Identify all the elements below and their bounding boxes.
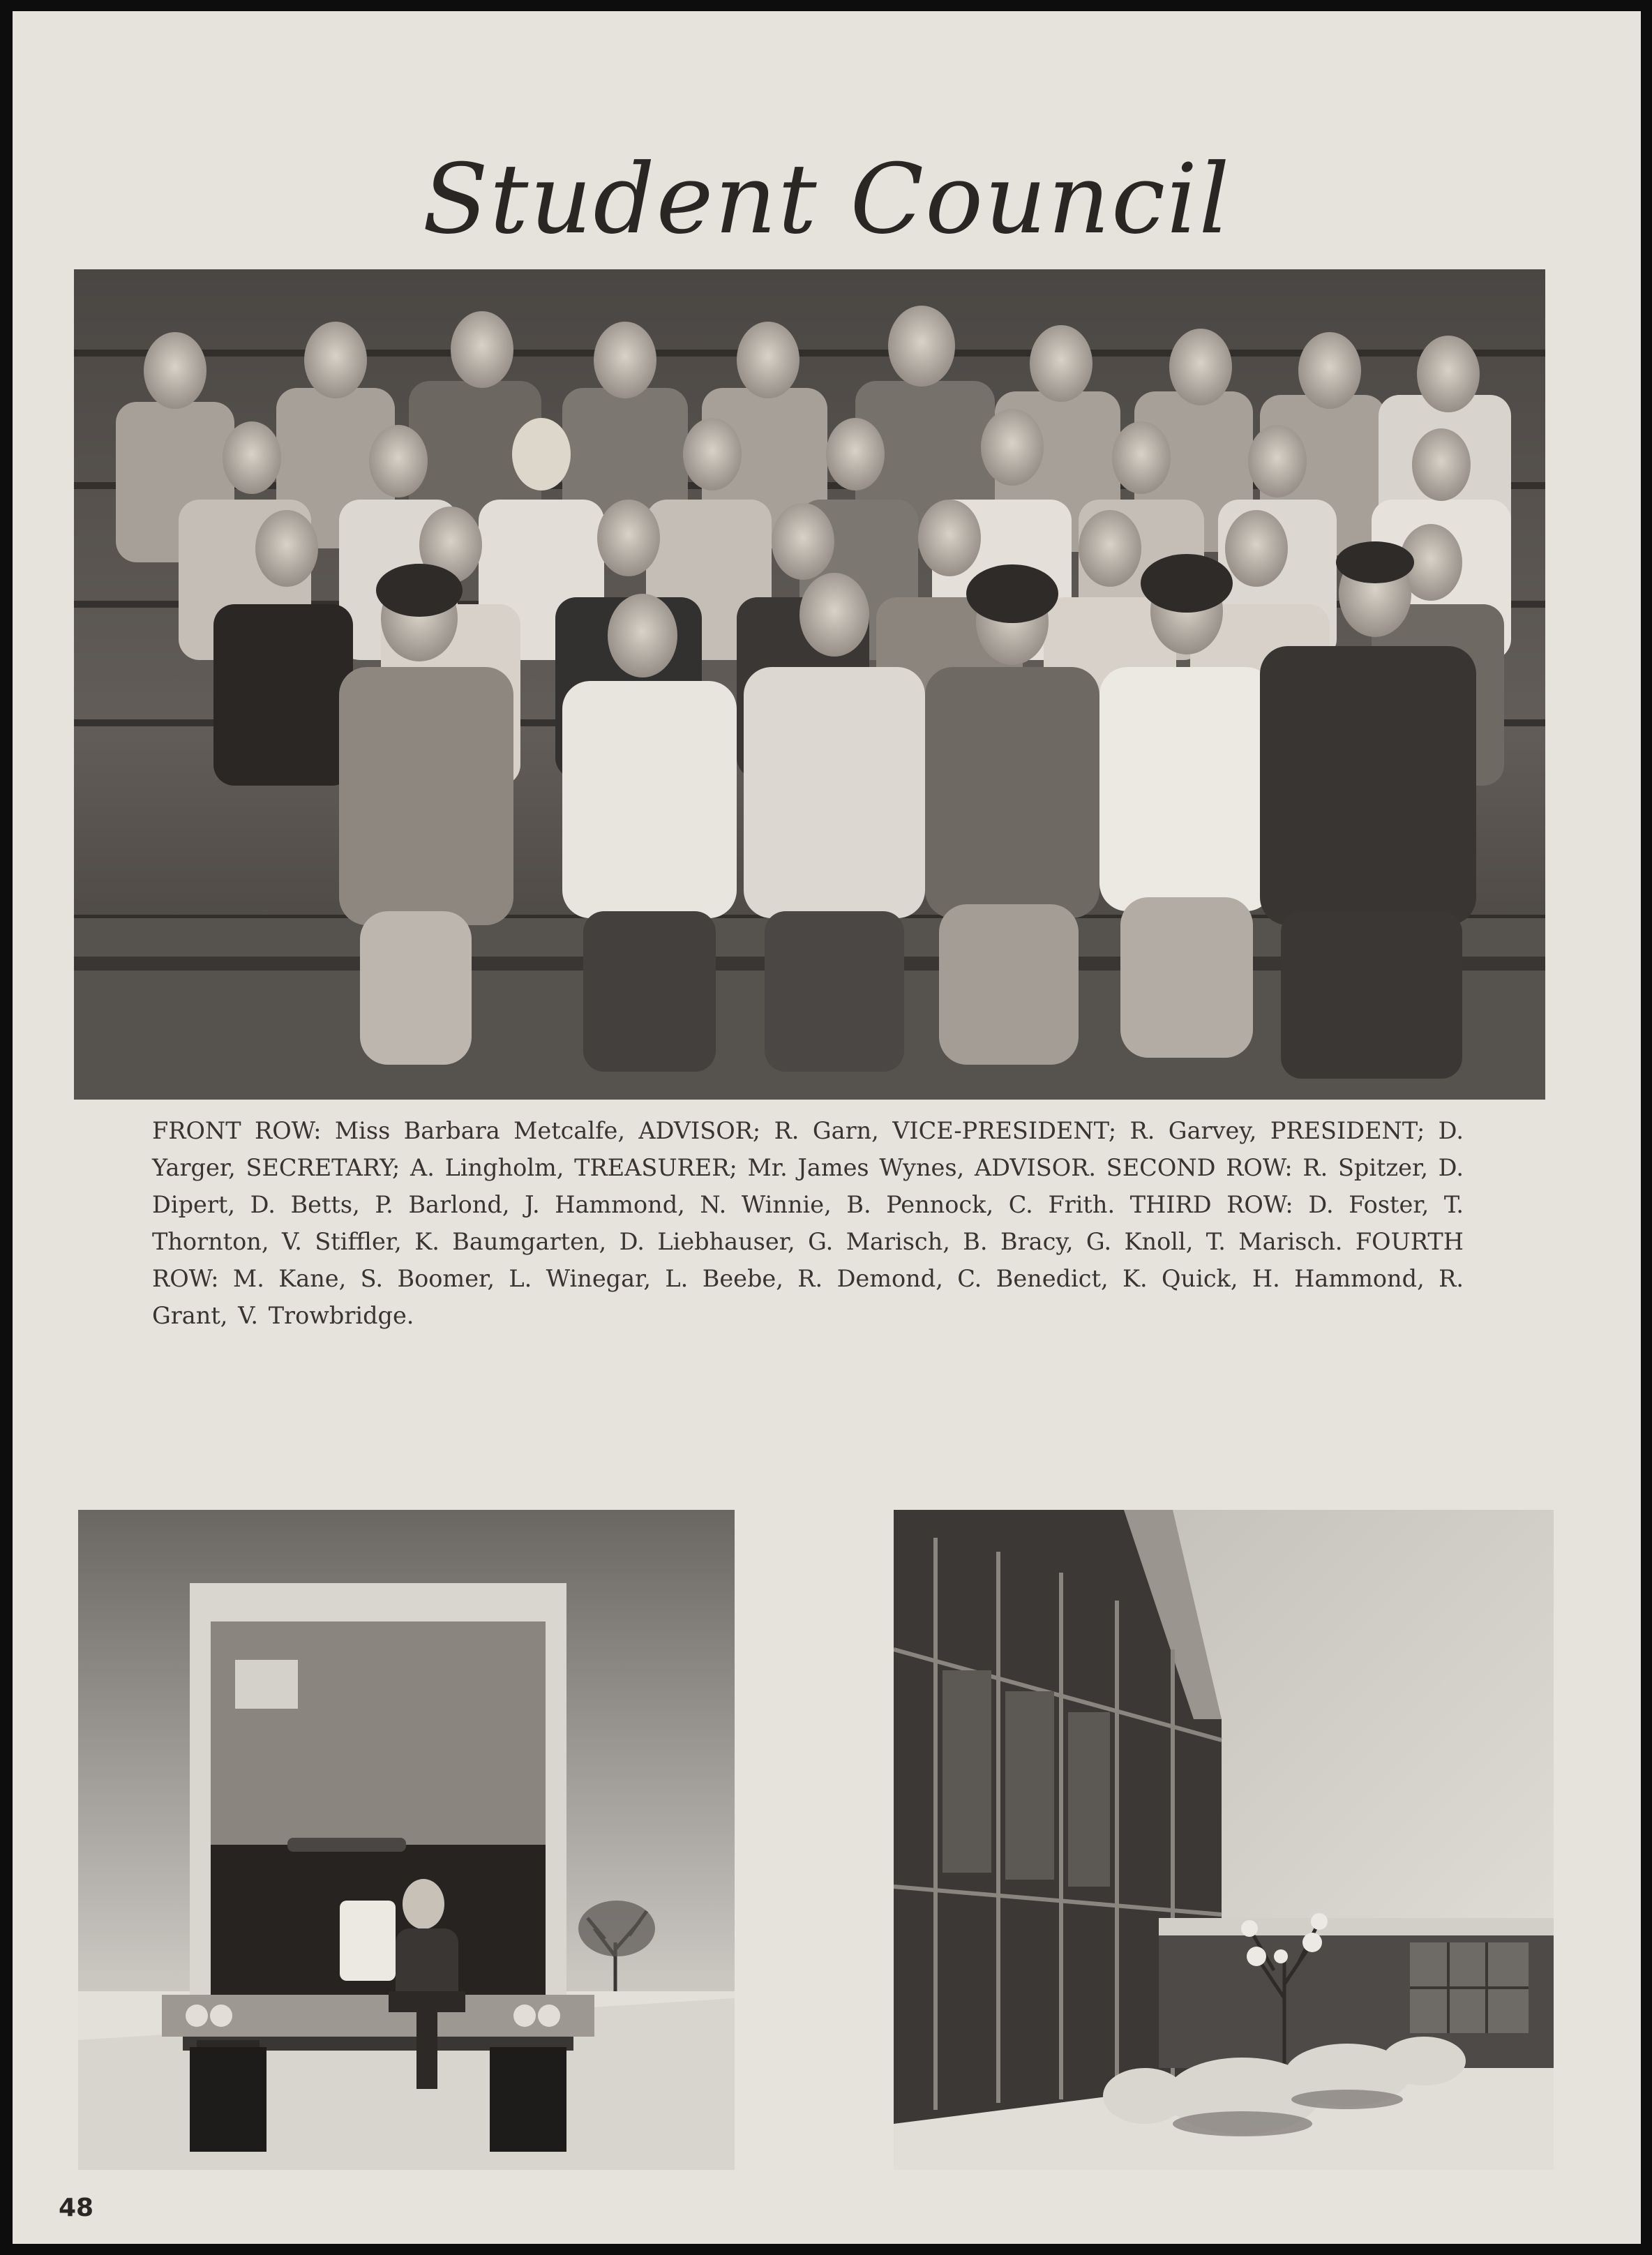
group-photo-image (74, 269, 1545, 1100)
yearbook-page (13, 11, 1641, 2244)
page-number: 48 (59, 2194, 94, 2222)
group-photo-caption: FRONT ROW: Miss Barbara Metcalfe, ADVISOR; R. Garn, VICE-PRESIDENT; R. Garvey, PRESIDENT; D. Yarger, SECRETARY; A. Lingholm, TREASURER; Mr. James Wynes, ADVISOR. SECOND ROW: R. Spitzer, D. Dipert, D. Betts, P. Barlond, J. Hammond, N. Winnie, B. Pennock, C. Frith. THIRD ROW: D. Foster, T. Thornton, V. Stiffler, K. Baumgarten, D. Liebhauser, G. Marisch, B. Bracy, G. Knoll, T. Marisch. FOURTH ROW: M. Kane, S. Boomer, L. Winegar, L. Beebe, R. Demond, C. Benedict, K. Quick, H. Hammond, R. Grant, V. Trowbridge. (152, 1117, 1464, 1329)
group-photo (74, 269, 1545, 1100)
building-photo-image (894, 1510, 1554, 2170)
page-title: Student Council (422, 143, 1231, 255)
building-photo (894, 1510, 1554, 2170)
truck-photo-image (78, 1510, 735, 2170)
truck-photo (78, 1510, 735, 2170)
